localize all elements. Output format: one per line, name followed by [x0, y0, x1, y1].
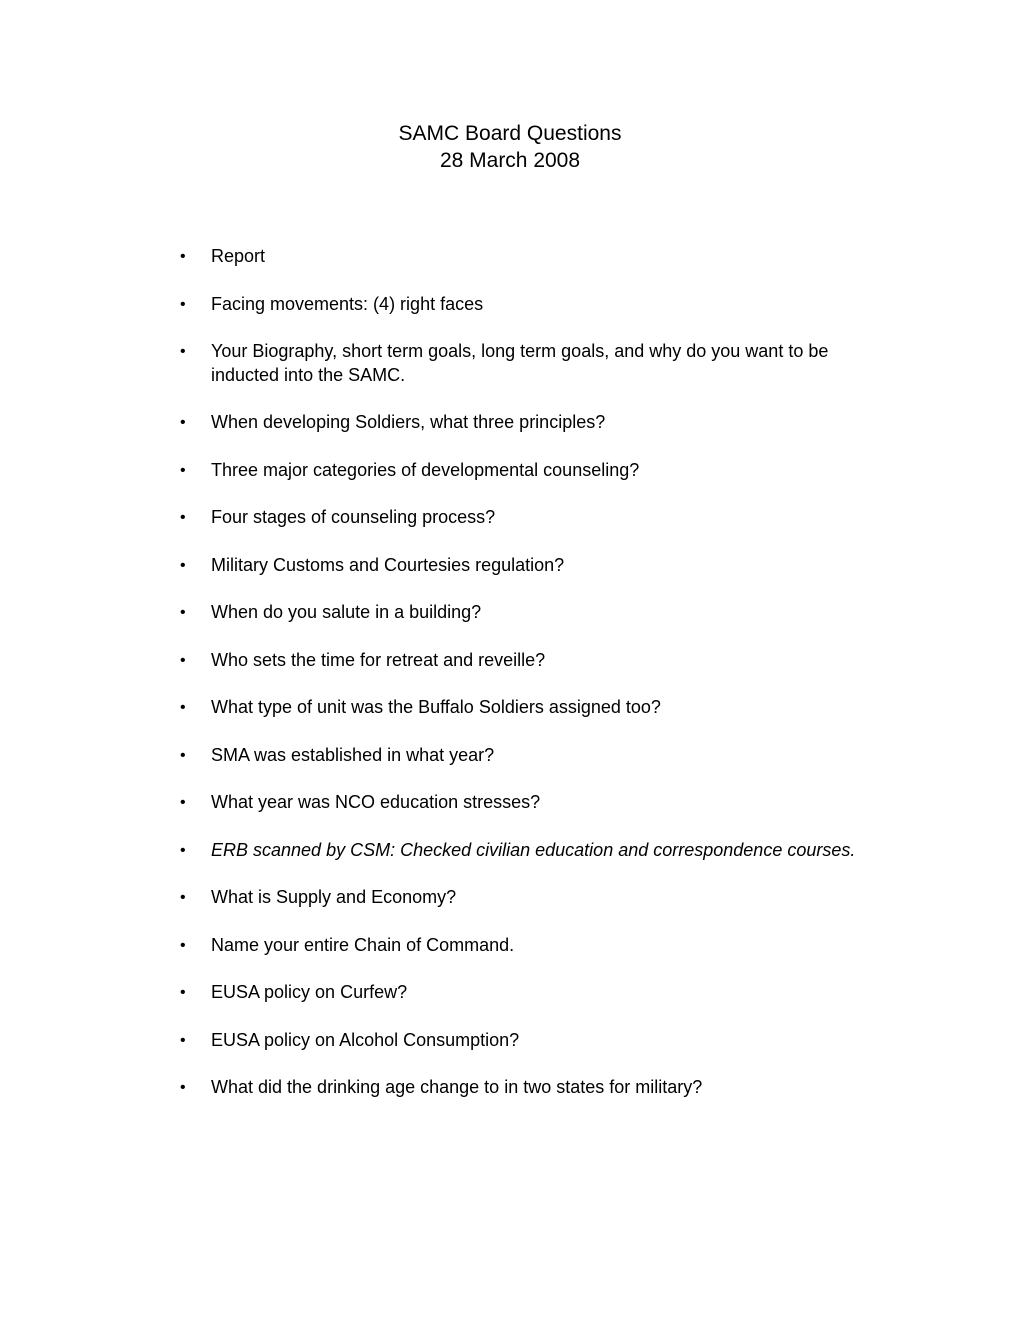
bullet-icon: •: [180, 699, 186, 716]
bullet-icon: •: [180, 604, 186, 621]
document-title: SAMC Board Questions: [398, 122, 622, 145]
question-item: [176, 1029, 866, 1053]
question-item: [176, 1076, 866, 1100]
question-item: [176, 839, 866, 863]
question-text: Your Biography, short term goals, long term goals, and why do you want to be inducted into the SAMC.: [211, 341, 829, 385]
question-list: [176, 245, 866, 1124]
bullet-icon: •: [180, 936, 186, 954]
question-text: When developing Soldiers, what three principles?: [211, 412, 606, 432]
question-item: [176, 293, 866, 317]
question-item: [176, 411, 866, 435]
title-block: [0, 120, 1020, 174]
question-item: [176, 696, 866, 720]
bullet-icon: •: [180, 556, 186, 574]
bullet-icon: •: [180, 295, 186, 313]
question-text: What type of unit was the Buffalo Soldiers assigned too?: [211, 697, 661, 717]
bullet-icon: •: [180, 461, 186, 479]
question-item: [176, 744, 866, 768]
document-date: 28 March 2008: [439, 149, 581, 172]
question-text: What year was NCO education stresses?: [211, 792, 541, 812]
question-text: Name your entire Chain of Command.: [211, 934, 515, 955]
question-item: [176, 506, 866, 530]
question-text: What did the drinking age change to in two states for military?: [211, 1077, 703, 1097]
bullet-icon: •: [180, 248, 186, 265]
question-text: What is Supply and Economy?: [211, 887, 457, 907]
bullet-icon: •: [180, 1079, 186, 1096]
question-item: [176, 886, 866, 910]
question-text: Facing movements: (4) right faces: [211, 293, 484, 314]
bullet-icon: •: [180, 794, 186, 811]
question-text: SMA was established in what year?: [211, 744, 495, 765]
question-item: [176, 459, 866, 483]
question-text: Who sets the time for retreat and reveille?: [211, 649, 546, 670]
question-item: [176, 245, 866, 269]
question-item: [176, 934, 866, 958]
question-text: When do you salute in a building?: [211, 602, 482, 622]
bullet-icon: •: [180, 889, 186, 906]
question-item: [176, 601, 866, 625]
question-item: [176, 340, 866, 387]
question-item: [176, 649, 866, 673]
bullet-icon: •: [180, 984, 186, 1001]
question-item: [176, 554, 866, 578]
question-text: Military Customs and Courtesies regulation?: [211, 554, 565, 575]
bullet-icon: •: [180, 1031, 186, 1049]
question-text: Report: [211, 246, 266, 266]
bullet-icon: •: [180, 746, 186, 764]
question-text: EUSA policy on Curfew?: [211, 982, 408, 1002]
bullet-icon: •: [180, 343, 186, 360]
bullet-icon: •: [180, 841, 186, 859]
bullet-icon: •: [180, 651, 186, 669]
question-text: Three major categories of developmental counseling?: [211, 459, 640, 480]
bullet-icon: •: [180, 509, 186, 526]
question-item: [176, 981, 866, 1005]
bullet-icon: •: [180, 414, 186, 431]
question-text: Four stages of counseling process?: [211, 507, 496, 527]
question-text: ERB scanned by CSM: Checked civilian education and correspondence courses.: [211, 839, 856, 860]
question-item: [176, 791, 866, 815]
question-text: EUSA policy on Alcohol Consumption?: [211, 1029, 520, 1050]
